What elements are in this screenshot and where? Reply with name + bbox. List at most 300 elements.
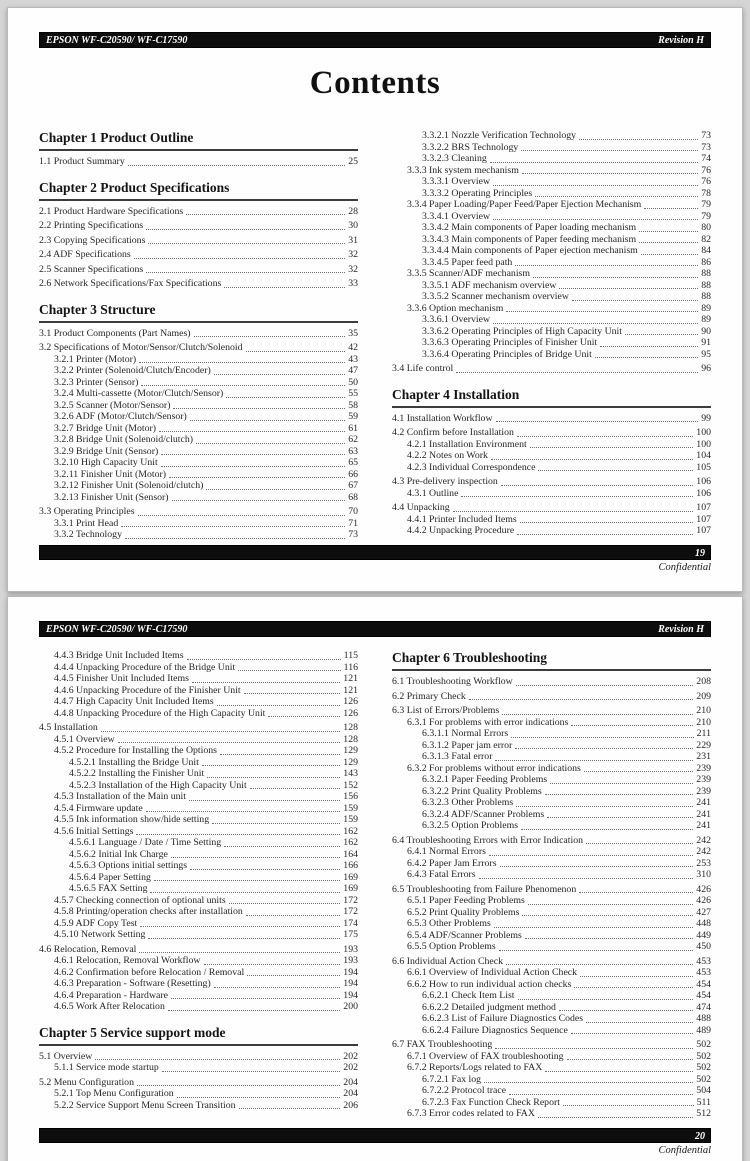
dot-leader (521, 150, 698, 151)
dot-leader (194, 336, 346, 337)
dot-leader (493, 323, 698, 324)
toc-entry-label: 3.3.5 Scanner/ADF mechanism (407, 268, 530, 279)
dot-leader (584, 771, 693, 772)
toc-entry-label: 5.1 Overview (39, 1050, 93, 1062)
header-model-title: EPSON WF-C20590/ WF-C17590 (46, 623, 188, 635)
toc-entry (392, 463, 711, 474)
toc-entry-page: 193 (343, 943, 358, 955)
toc-entry (392, 189, 711, 200)
toc-entry-page: 63 (348, 445, 358, 457)
toc-entry-page: 129 (343, 745, 358, 756)
page-footer (39, 545, 711, 573)
toc-entry-label: 3.3.2.3 Cleaning (422, 153, 487, 164)
toc-entry (39, 930, 358, 941)
toc-entry-label: 4.5.8 Printing/operation checks after installation (54, 906, 243, 917)
toc-entry (39, 435, 358, 446)
toc-entry (392, 503, 711, 514)
dot-leader (517, 436, 693, 437)
toc-entry-page: 106 (696, 487, 711, 499)
toc-entry-label: 2.4 ADF Specifications (39, 249, 131, 260)
dot-leader (250, 788, 341, 789)
toc-entry-page: 84 (701, 245, 711, 256)
dot-leader (515, 265, 698, 266)
toc-entry-label: 6.4.1 Normal Errors (407, 846, 486, 857)
toc-entry (39, 1063, 358, 1074)
dot-leader (128, 165, 345, 166)
dot-leader (559, 1010, 693, 1011)
toc-entry (392, 870, 711, 881)
toc-entry-page: 241 (696, 820, 711, 831)
toc-entry-label: 4.4.4 Unpacking Procedure of the Bridge Unit (54, 661, 236, 673)
toc-entry-label: 6.4.3 Fatal Errors (407, 869, 476, 880)
toc-entry-label: 6.4 Troubleshooting Errors with Error Indication (392, 834, 584, 846)
toc-entry-label: 6.3.2.5 Option Problems (422, 820, 519, 831)
toc-entry (39, 1052, 358, 1063)
toc-entry-label: 2.1 Product Hardware Specifications (39, 205, 184, 217)
dot-leader (502, 714, 693, 715)
dot-leader (456, 372, 698, 373)
toc-entry-page: 488 (696, 1013, 711, 1024)
toc-entry-page: 426 (696, 895, 711, 906)
page-number: 20 (695, 1131, 705, 1142)
toc-entry (39, 424, 358, 435)
dot-leader (574, 987, 693, 988)
toc-entry-label: 4.5.2.1 Installing the Bridge Unit (69, 756, 199, 768)
toc-entry-page: 453 (696, 955, 711, 967)
toc-entry (392, 526, 711, 537)
toc-entry (392, 200, 711, 211)
toc-entry-page: 65 (348, 457, 358, 468)
chapter-heading: Chapter 3 Structure (39, 302, 358, 323)
toc-entry (39, 945, 358, 956)
toc-entry-label: 6.3.1.3 Fatal error (422, 751, 493, 762)
dot-leader (134, 258, 346, 259)
toc-entry-label: 4.6.1 Relocation, Removal Workflow (54, 955, 201, 966)
dot-leader (101, 731, 341, 732)
toc-entry (392, 931, 711, 942)
toc-entry-label: 4.6.5 Work After Relocation (54, 1001, 165, 1012)
toc-entry-page: 88 (701, 279, 711, 291)
toc-entry-label: 4.6.3 Preparation - Software (Resetting) (54, 978, 211, 989)
toc-entry (39, 447, 358, 458)
toc-entry-label: 4.4.7 High Capacity Unit Included Items (54, 696, 214, 707)
dot-leader (150, 892, 340, 893)
toc-entry (392, 304, 711, 315)
toc-entry-label: 5.2.2 Service Support Menu Screen Transition (54, 1099, 236, 1111)
dot-leader (545, 1071, 693, 1072)
toc-entry-page: 204 (343, 1088, 358, 1099)
dot-leader (224, 846, 340, 847)
toc-entry-page: 107 (696, 502, 711, 513)
toc-entry (39, 979, 358, 990)
dot-leader (189, 800, 340, 801)
toc-entry-page: 253 (696, 857, 711, 869)
page-footer (39, 1128, 711, 1156)
toc-entry-page: 116 (343, 661, 358, 673)
toc-entry-page: 80 (701, 222, 711, 233)
toc-entry-label: 3.3.5.2 Scanner mechanism overview (422, 291, 569, 302)
toc-entry-label: 6.3.1 For problems with error indications (407, 716, 569, 728)
toc-entry-label: 5.2 Menu Configuration (39, 1076, 134, 1088)
toc-entry-page: 209 (696, 690, 711, 702)
toc-entry-page: 32 (348, 263, 358, 275)
dot-leader (186, 214, 345, 215)
toc-columns (39, 130, 711, 541)
toc-entry-label: 4.3 Pre-delivery inspection (392, 476, 498, 487)
toc-entry-page: 31 (348, 234, 358, 246)
toc-entry-label: 3.2.4 Multi-cassette (Motor/Clutch/Sensor) (54, 388, 224, 399)
dot-leader (239, 1108, 341, 1109)
dot-leader (501, 485, 693, 486)
toc-entry (39, 991, 358, 1002)
toc-entry (392, 292, 711, 303)
toc-entry-page: 511 (696, 1096, 711, 1108)
toc-entry-label: 2.3 Copying Specifications (39, 234, 146, 246)
page-header-bar (39, 621, 711, 637)
toc-entry-page: 208 (696, 676, 711, 687)
toc-entry-page: 50 (348, 376, 358, 388)
toc-entry-label: 4.5.2 Procedure for Installing the Options (54, 745, 217, 756)
toc-entry (39, 412, 358, 423)
toc-entry (392, 908, 711, 919)
toc-entry-label: 6.6.2.1 Check Item List (422, 990, 515, 1001)
toc-entry-label: 6.7.1 Overview of FAX troubleshooting (407, 1050, 564, 1062)
dot-leader (207, 777, 340, 778)
dot-leader (522, 173, 698, 174)
toc-entry-page: 202 (343, 1050, 358, 1062)
toc-entry-page: 58 (348, 399, 358, 411)
toc-entry-label: 6.7.3 Error codes related to FAX (407, 1108, 535, 1119)
toc-entry (392, 1026, 711, 1037)
toc-entry (39, 697, 358, 708)
dot-leader (644, 208, 698, 209)
toc-entry (392, 154, 711, 165)
toc-entry-page: 166 (343, 860, 358, 871)
dot-leader (220, 754, 340, 755)
toc-entry-label: 3.3.5.1 ADF mechanism overview (422, 279, 557, 291)
toc-entry (392, 143, 711, 154)
toc-entry (392, 775, 711, 786)
toc-entry-page: 502 (696, 1050, 711, 1062)
toc-entry-label: 3.2.2 Printer (Solenoid/Clutch/Encoder) (54, 365, 211, 376)
toc-entry-label: 3.4 Life control (392, 363, 454, 374)
toc-entry-label: 6.5 Troubleshooting from Failure Phenomenon (392, 883, 577, 895)
toc-entry (392, 1098, 711, 1109)
toc-entry-label: 3.3.6 Option mechanism (407, 302, 504, 314)
dot-leader (516, 685, 694, 686)
toc-entry-page: 73 (348, 529, 358, 540)
toc-entry (39, 758, 358, 769)
dot-leader (572, 300, 698, 301)
page-header-bar (39, 32, 711, 48)
toc-entry-page: 504 (696, 1085, 711, 1096)
toc-columns (39, 650, 711, 1120)
toc-entry-page: 78 (701, 187, 711, 199)
toc-entry-page: 172 (343, 906, 358, 917)
toc-entry-page: 310 (696, 869, 711, 880)
dot-leader (571, 1033, 693, 1034)
toc-entry (392, 350, 711, 361)
toc-entry-label: 6.3.1.2 Paper jam error (422, 739, 513, 751)
toc-entry-label: 3.3.4.1 Overview (422, 210, 491, 222)
dot-leader (484, 1082, 693, 1083)
dot-leader (247, 975, 340, 976)
toc-entry-label: 4.5.6.3 Options initial settings (69, 860, 188, 871)
toc-entry-page: 426 (696, 883, 711, 895)
dot-leader (125, 538, 345, 539)
dot-leader (506, 311, 698, 312)
dot-leader (224, 287, 345, 288)
toc-entry-label: 4.6 Relocation, Removal (39, 943, 137, 955)
toc-entry-label: 6.5.2 Print Quality Problems (407, 906, 520, 918)
dot-leader (137, 1085, 340, 1086)
toc-entry-label: 3.3.4.5 Paper feed path (422, 256, 513, 268)
dot-leader (212, 823, 340, 824)
dot-leader (154, 880, 340, 881)
toc-entry (39, 1101, 358, 1112)
toc-entry-label: 3.2.7 Bridge Unit (Motor) (54, 422, 157, 434)
toc-entry-page: 162 (343, 837, 358, 848)
toc-entry-page: 129 (343, 756, 358, 768)
dot-leader (571, 725, 693, 726)
toc-column-left (39, 130, 358, 541)
toc-entry (392, 991, 711, 1002)
header-revision: Revision H (658, 623, 704, 635)
toc-entry-label: 4.4.8 Unpacking Procedure of the High Capacity Unit (54, 707, 266, 719)
dot-leader (522, 915, 693, 916)
toc-entry (39, 792, 358, 803)
toc-entry (39, 804, 358, 815)
toc-entry (39, 896, 358, 907)
toc-entry (39, 279, 358, 290)
dot-leader (586, 843, 693, 844)
toc-entry (39, 968, 358, 979)
toc-entry-label: 4.4.6 Unpacking Procedure of the Finisher Unit (54, 684, 241, 696)
toc-entry-label: 3.2.13 Finisher Unit (Sensor) (54, 491, 169, 503)
toc-entry (39, 723, 358, 734)
toc-entry-page: 90 (701, 325, 711, 337)
toc-entry (39, 366, 358, 377)
dot-leader (586, 1022, 693, 1023)
toc-entry-page: 194 (343, 989, 358, 1001)
toc-entry-label: 4.5 Installation (39, 722, 98, 733)
toc-entry-label: 6.3.2.1 Paper Feeding Problems (422, 774, 548, 785)
toc-entry (392, 1003, 711, 1014)
dot-leader (141, 385, 345, 386)
dot-leader (639, 231, 698, 232)
toc-entry-page: 62 (348, 434, 358, 445)
dot-leader (204, 964, 341, 965)
toc-entry-label: 3.3.4.4 Main components of Paper ejection mechanism (422, 245, 638, 256)
toc-entry (392, 364, 711, 375)
toc-entry (39, 493, 358, 504)
toc-entry-label: 4.5.5 Ink information show/hide setting (54, 814, 210, 825)
dot-leader (547, 817, 693, 818)
toc-entry-label: 3.2.9 Bridge Unit (Sensor) (54, 445, 159, 457)
toc-entry-page: 159 (343, 814, 358, 825)
dot-leader (567, 1059, 694, 1060)
toc-entry (39, 735, 358, 746)
toc-entry (39, 530, 358, 541)
toc-entry-label: 6.3.2 For problems without error indications (407, 762, 581, 774)
dot-leader (641, 254, 698, 255)
dot-leader (238, 670, 340, 671)
toc-entry-page: 55 (348, 388, 358, 399)
toc-entry (392, 692, 711, 703)
toc-entry-label: 4.5.2.2 Installing the Finisher Unit (69, 768, 205, 779)
dot-leader (146, 272, 345, 273)
toc-entry-label: 3.3.1 Print Head (54, 517, 119, 529)
toc-entry-label: 6.6.2.2 Detailed judgment method (422, 1001, 556, 1013)
toc-entry (39, 250, 358, 261)
dot-leader (469, 699, 694, 700)
toc-entry-label: 3.2.8 Bridge Unit (Solenoid/clutch) (54, 434, 194, 445)
toc-entry (392, 212, 711, 223)
dot-leader (168, 1010, 340, 1011)
dot-leader (196, 443, 345, 444)
toc-entry-label: 6.3 List of Errors/Problems (392, 705, 500, 716)
toc-entry-label: 4.5.2.3 Installation of the High Capacity Unit (69, 779, 247, 791)
toc-entry-label: 3.2.1 Printer (Motor) (54, 353, 137, 365)
toc-entry-label: 3.3.4 Paper Loading/Paper Feed/Paper Ejection Mechanism (407, 199, 642, 210)
toc-entry-page: 61 (348, 422, 358, 434)
toc-entry-label: 2.6 Network Specifications/Fax Specifications (39, 278, 222, 289)
toc-entry (392, 1086, 711, 1097)
toc-entry (39, 663, 358, 674)
toc-entry-page: 175 (343, 929, 358, 940)
dot-leader (192, 682, 340, 683)
toc-entry (392, 1052, 711, 1063)
toc-entry (39, 686, 358, 697)
toc-entry-label: 6.6.1 Overview of Individual Action Check (407, 967, 578, 978)
toc-entry-page: 79 (701, 199, 711, 210)
toc-entry-page: 239 (696, 785, 711, 797)
toc-entry-page: 169 (343, 883, 358, 894)
footer-bar (39, 545, 711, 560)
dot-leader (244, 693, 341, 694)
toc-entry-page: 115 (343, 650, 358, 661)
dot-leader (136, 834, 340, 835)
toc-entry (392, 810, 711, 821)
toc-column-right (392, 650, 711, 1120)
toc-entry (392, 942, 711, 953)
dot-leader (493, 219, 698, 220)
toc-entry (392, 836, 711, 847)
toc-entry (392, 131, 711, 142)
toc-entry-label: 6.7.2.3 Fax Function Check Report (422, 1096, 560, 1108)
toc-entry (39, 956, 358, 967)
toc-entry (392, 980, 711, 991)
page-1 (7, 7, 743, 592)
toc-entry (39, 481, 358, 492)
toc-entry (39, 861, 358, 872)
toc-entry (39, 355, 358, 366)
toc-entry-page: 33 (348, 278, 358, 289)
toc-entry-page: 193 (343, 955, 358, 966)
contents-title: Contents (309, 65, 441, 101)
chapter-heading: Chapter 6 Troubleshooting (392, 650, 711, 671)
toc-entry-label: 3.2.3 Printer (Sensor) (54, 376, 139, 388)
toc-entry-page: 450 (696, 941, 711, 952)
confidential-label: Confidential (658, 1145, 711, 1156)
toc-entry (392, 677, 711, 688)
toc-entry-page: 86 (701, 256, 711, 268)
toc-entry (392, 235, 711, 246)
toc-entry-page: 164 (343, 848, 358, 860)
toc-entry-page: 107 (696, 525, 711, 536)
toc-entry-label: 5.2.1 Top Menu Configuration (54, 1088, 174, 1099)
toc-entry-page: 43 (348, 353, 358, 365)
dot-leader (516, 806, 693, 807)
toc-entry-page: 106 (696, 476, 711, 487)
toc-entry-page: 174 (343, 917, 358, 929)
toc-entry-label: 4.4.1 Printer Included Items (407, 513, 517, 525)
toc-entry-label: 4.5.6.4 Paper Setting (69, 871, 151, 883)
dot-leader (161, 466, 346, 467)
dot-leader (121, 526, 345, 527)
toc-entry-label: 3.3.6.1 Overview (422, 314, 491, 325)
toc-entry (39, 746, 358, 757)
toc-entry-page: 121 (343, 673, 358, 684)
dot-leader (579, 139, 698, 140)
toc-entry (39, 1089, 358, 1100)
dot-leader (533, 277, 698, 278)
toc-entry-label: 6.6.2.4 Failure Diagnostics Sequence (422, 1024, 568, 1036)
dot-leader (159, 431, 345, 432)
toc-entry-label: 2.5 Scanner Specifications (39, 263, 144, 275)
toc-entry (392, 859, 711, 870)
dot-leader (206, 489, 345, 490)
toc-entry (392, 718, 711, 729)
toc-entry-page: 73 (701, 130, 711, 141)
toc-entry-page: 67 (348, 480, 358, 491)
dot-leader (246, 915, 340, 916)
toc-entry (39, 458, 358, 469)
toc-entry (392, 177, 711, 188)
toc-entry (39, 329, 358, 340)
toc-entry-label: 3.2 Specifications of Motor/Sensor/Clutch/Solenoid (39, 342, 243, 353)
toc-entry (39, 873, 358, 884)
toc-entry (39, 827, 358, 838)
toc-entry (39, 884, 358, 895)
toc-entry-label: 4.4 Unpacking (392, 502, 450, 513)
toc-entry-label: 4.5.9 ADF Copy Test (54, 917, 138, 929)
dot-leader (479, 878, 694, 879)
dot-leader (453, 511, 694, 512)
toc-entry-label: 4.4.3 Bridge Unit Included Items (54, 650, 184, 661)
toc-entry (392, 741, 711, 752)
toc-entry-page: 66 (348, 468, 358, 480)
toc-entry-label: 4.2 Confirm before Installation (392, 427, 514, 438)
dot-leader (495, 1048, 693, 1049)
dot-leader (138, 515, 346, 516)
footer-bar (39, 1128, 711, 1143)
toc-entry-page: 70 (348, 506, 358, 517)
toc-entry (39, 919, 358, 930)
toc-entry-label: 3.3.4.3 Main components of Paper feeding mechanism (422, 233, 637, 245)
toc-entry-label: 3.3.2 Technology (54, 529, 122, 540)
dot-leader (95, 1059, 340, 1060)
toc-entry-label: 6.2 Primary Check (392, 690, 466, 702)
dot-leader (495, 760, 693, 761)
dot-leader (520, 522, 694, 523)
toc-entry (392, 258, 711, 269)
toc-entry-page: 100 (696, 427, 711, 438)
dot-leader (146, 811, 341, 812)
toc-entry-page: 47 (348, 365, 358, 376)
dot-leader (530, 447, 694, 448)
toc-entry (392, 764, 711, 775)
